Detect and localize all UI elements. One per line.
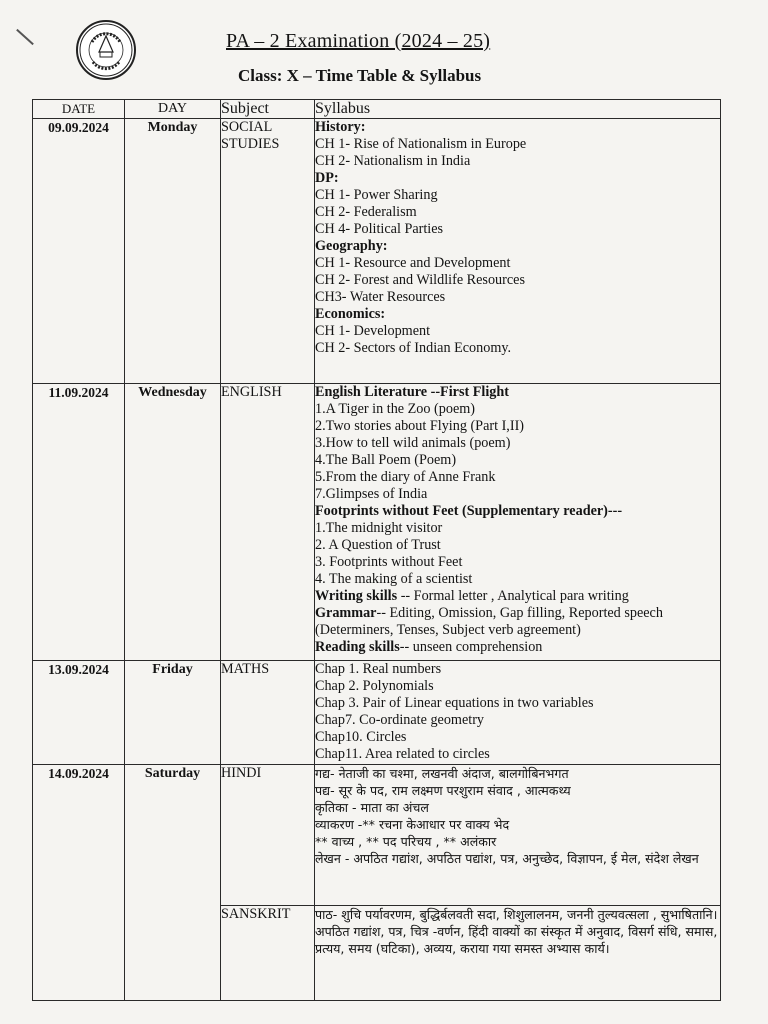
date-cell: 11.09.2024	[33, 384, 125, 661]
grammar-text: -- Editing, Omission, Gap filling, Reported speech (Determiners, Tenses, Subject verb agreement)	[315, 605, 663, 638]
reading-skills-label: Reading skills	[315, 639, 400, 655]
subject-cell: MATHS	[221, 661, 315, 765]
syllabus-cell	[315, 119, 721, 384]
syllabus-line: Chap11. Area related to circles	[315, 746, 490, 762]
syllabus-line: CH 2- Sectors of Indian Economy.	[315, 340, 512, 356]
syllabus-line: 4. The making of a scientist	[315, 571, 473, 587]
day-cell: Friday	[125, 661, 221, 765]
syllabus-line: English Literature --First Flight	[315, 384, 510, 400]
syllabus-line: लेखन - अपठित गद्यांश, अपठित पद्यांश, पत्र, अनुच्छेद, विज्ञापन, ई मेल, संदेश लेखन	[315, 851, 699, 866]
page-subtitle: Class: X – Time Table & Syllabus	[238, 66, 482, 85]
syllabus-line: CH3- Water Resources	[315, 289, 446, 305]
subject-cell: HINDI	[221, 765, 315, 906]
syllabus-cell	[315, 906, 721, 1001]
reading-skills-text: -- unseen comprehension	[399, 639, 543, 655]
syllabus-line: 4.The Ball Poem (Poem)	[315, 452, 457, 468]
syllabus-line: 7.Glimpses of India	[315, 486, 428, 502]
page-title: PA – 2 Examination (2024 – 25)	[226, 30, 491, 52]
writing-skills-text: -- Formal letter , Analytical para writing	[397, 588, 629, 604]
syllabus-line: 5.From the diary of Anne Frank	[315, 469, 496, 485]
syllabus-line: 2. A Question of Trust	[315, 537, 441, 553]
school-logo	[76, 20, 136, 80]
syllabus-line: पद्य- सूर के पद, राम लक्ष्मण परशुराम संवाद , आत्मकथ्य	[315, 783, 571, 798]
day-cell: Wednesday	[125, 384, 221, 661]
syllabus-line: History:	[315, 119, 366, 135]
day-cell: Monday	[125, 119, 221, 384]
syllabus-line: Chap 2. Polynomials	[315, 678, 434, 694]
date-cell: 09.09.2024	[33, 119, 125, 384]
date-cell: 14.09.2024	[33, 765, 125, 1001]
syllabus-cell	[315, 384, 721, 661]
writing-skills-label: Writing skills	[315, 588, 398, 604]
grammar-label: Grammar	[315, 605, 377, 621]
syllabus-line: गद्य- नेताजी का चश्मा, लखनवी अंदाज, बालगोबिनभगत	[315, 766, 569, 781]
syllabus-line: CH 1- Rise of Nationalism in Europe	[315, 136, 527, 152]
syllabus-line	[315, 605, 720, 639]
syllabus-line: Chap 1. Real numbers	[315, 661, 442, 677]
syllabus-line: Chap7. Co-ordinate geometry	[315, 712, 485, 728]
syllabus-line: CH 2- Forest and Wildlife Resources	[315, 272, 525, 288]
date-cell: 13.09.2024	[33, 661, 125, 765]
pen-mark	[16, 29, 34, 45]
syllabus-line: Economics:	[315, 306, 386, 322]
syllabus-line: Chap 3. Pair of Linear equations in two variables	[315, 695, 594, 711]
syllabus-line: कृतिका - माता का अंचल	[315, 800, 429, 815]
syllabus-line: पाठ- शुचि पर्यावरणम, बुद्धिर्बलवती सदा, शिशुलालनम, जननी तुल्यवत्सला , सुभाषितानि। अपठित गद्यांश, पत्र, चित्र -वर्णन, हिंदी वाक्यों का संस्कृत में अनुवाद, विसर्ग संधि, समास, प्रत्यय, समय (घटिका), अव्यय, कराया गया समस्त अभ्यास कार्य।	[315, 907, 718, 956]
syllabus-line: 1.A Tiger in the Zoo (poem)	[315, 401, 475, 417]
header-subject: Subject	[221, 100, 315, 119]
syllabus-line	[315, 639, 720, 656]
syllabus-line: ** वाच्य , ** पद परिचय , ** अलंकार	[315, 834, 497, 849]
subject-cell: SOCIAL STUDIES	[221, 119, 315, 384]
table-row	[33, 661, 721, 765]
syllabus-line: CH 2- Federalism	[315, 204, 417, 220]
syllabus-line: Geography:	[315, 238, 388, 254]
header-date: DATE	[33, 100, 125, 119]
syllabus-line: DP:	[315, 170, 339, 186]
header-syllabus: Syllabus	[315, 100, 721, 119]
table-row	[33, 384, 721, 661]
syllabus-line: Chap10. Circles	[315, 729, 407, 745]
syllabus-cell	[315, 661, 721, 765]
syllabus-line: CH 4- Political Parties	[315, 221, 444, 237]
syllabus-line: CH 1- Resource and Development	[315, 255, 511, 271]
table-row	[33, 765, 721, 906]
table-row	[33, 119, 721, 384]
syllabus-line: Footprints without Feet (Supplementary reader)---	[315, 503, 623, 519]
syllabus-line: CH 1- Development	[315, 323, 431, 339]
subject-cell: ENGLISH	[221, 384, 315, 661]
syllabus-cell	[315, 765, 721, 906]
syllabus-line	[315, 588, 720, 605]
subject-cell: SANSKRIT	[221, 906, 315, 1001]
syllabus-line: व्याकरण -** रचना केआधार पर वाक्य भेद	[315, 817, 510, 832]
timetable	[32, 99, 721, 1001]
syllabus-line: 1.The midnight visitor	[315, 520, 443, 536]
header-day: DAY	[125, 100, 221, 119]
syllabus-line: 3.How to tell wild animals (poem)	[315, 435, 511, 451]
header-row	[33, 100, 721, 119]
syllabus-line: CH 2- Nationalism in India	[315, 153, 471, 169]
syllabus-line: CH 1- Power Sharing	[315, 187, 438, 203]
syllabus-line: 2.Two stories about Flying (Part I,II)	[315, 418, 525, 434]
day-cell: Saturday	[125, 765, 221, 1001]
syllabus-line: 3. Footprints without Feet	[315, 554, 463, 570]
